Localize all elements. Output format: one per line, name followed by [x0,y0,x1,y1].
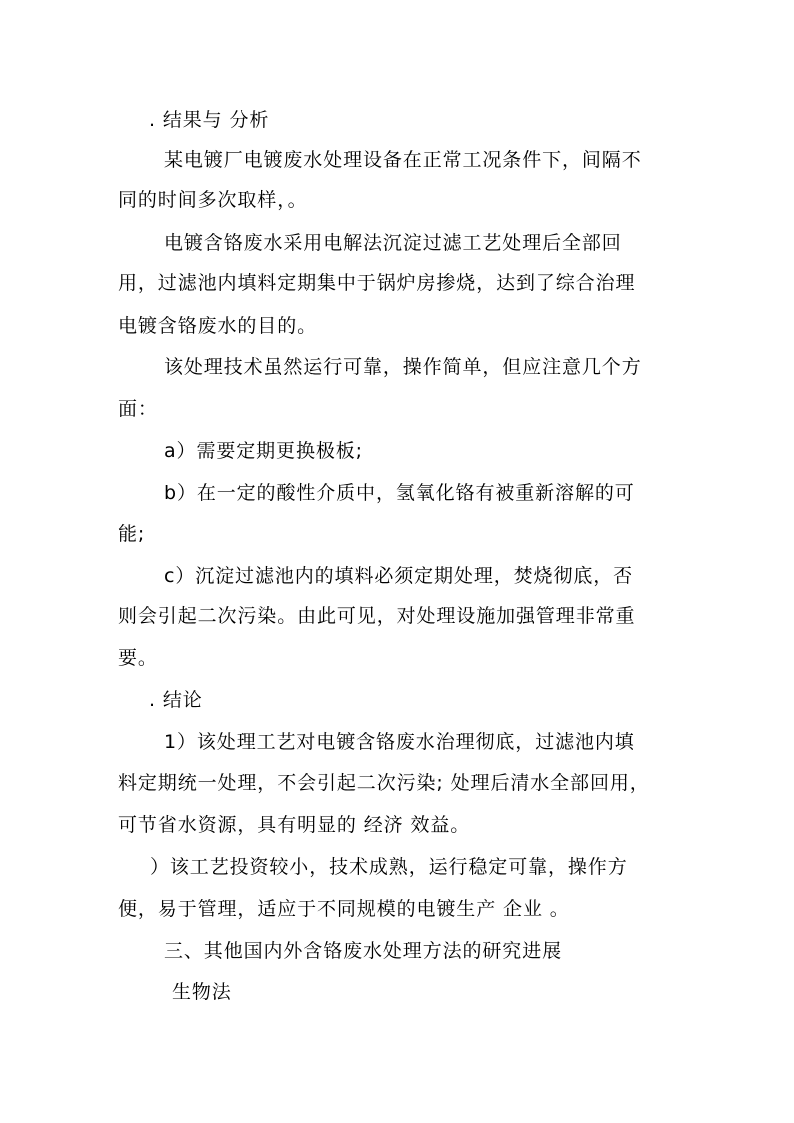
subsection-heading-biological: 生物法 [172,981,232,1003]
paragraph-line: 同的时间多次取样，。 [118,189,308,211]
conclusion-item-2: ）该工艺投资较小，技术成熟，运行稳定可靠，操作方 [150,856,628,878]
paragraph-line: 电镀含铬废水的目的。 [118,315,318,337]
section-heading-results: . 结果与 分析 [149,109,270,131]
conclusion-item-2-continued: 便，易于管理，适应于不同规模的电镀生产 企业 。 [118,898,570,920]
paragraph-line: 某电镀厂电镀废水处理设备在正常工况条件下，间隔不 [164,149,642,171]
conclusion-item-1-continued: 料定期统一处理，不会引起二次污染; 处理后清水全部回用， [118,772,650,794]
list-item-b: b）在一定的酸性介质中，氢氧化铬有被重新溶解的可 [164,482,635,504]
section-heading-other-methods: 三、其他国内外含铬废水处理方法的研究进展 [164,940,563,962]
list-item-b-continued: 能; [118,523,146,545]
paragraph-line: 面： [118,398,158,420]
paragraph-line: 电镀含铬废水采用电解法沉淀过滤工艺处理后全部回 [164,232,622,254]
list-item-c: c）沉淀过滤池内的填料必须定期处理，焚烧彻底，否 [164,565,634,587]
list-item-c-continued: 则会引起二次污染。由此可见，对处理设施加强管理非常重 [118,605,636,627]
conclusion-item-1-continued: 可节省水资源，具有明显的 经济 效益。 [118,814,471,836]
paragraph-line: 该处理技术虽然运行可靠，操作简单，但应注意几个方 [164,356,642,378]
list-item-a: a）需要定期更换极板; [164,440,363,462]
paragraph-line: 用，过滤池内填料定期集中于锅炉房掺烧，达到了综合治理 [118,272,636,294]
list-item-c-continued: 要。 [118,647,158,669]
section-heading-conclusion: . 结论 [149,689,203,711]
conclusion-item-1: 1）该处理工艺对电镀含铬废水治理彻底，过滤池内填 [164,731,635,753]
